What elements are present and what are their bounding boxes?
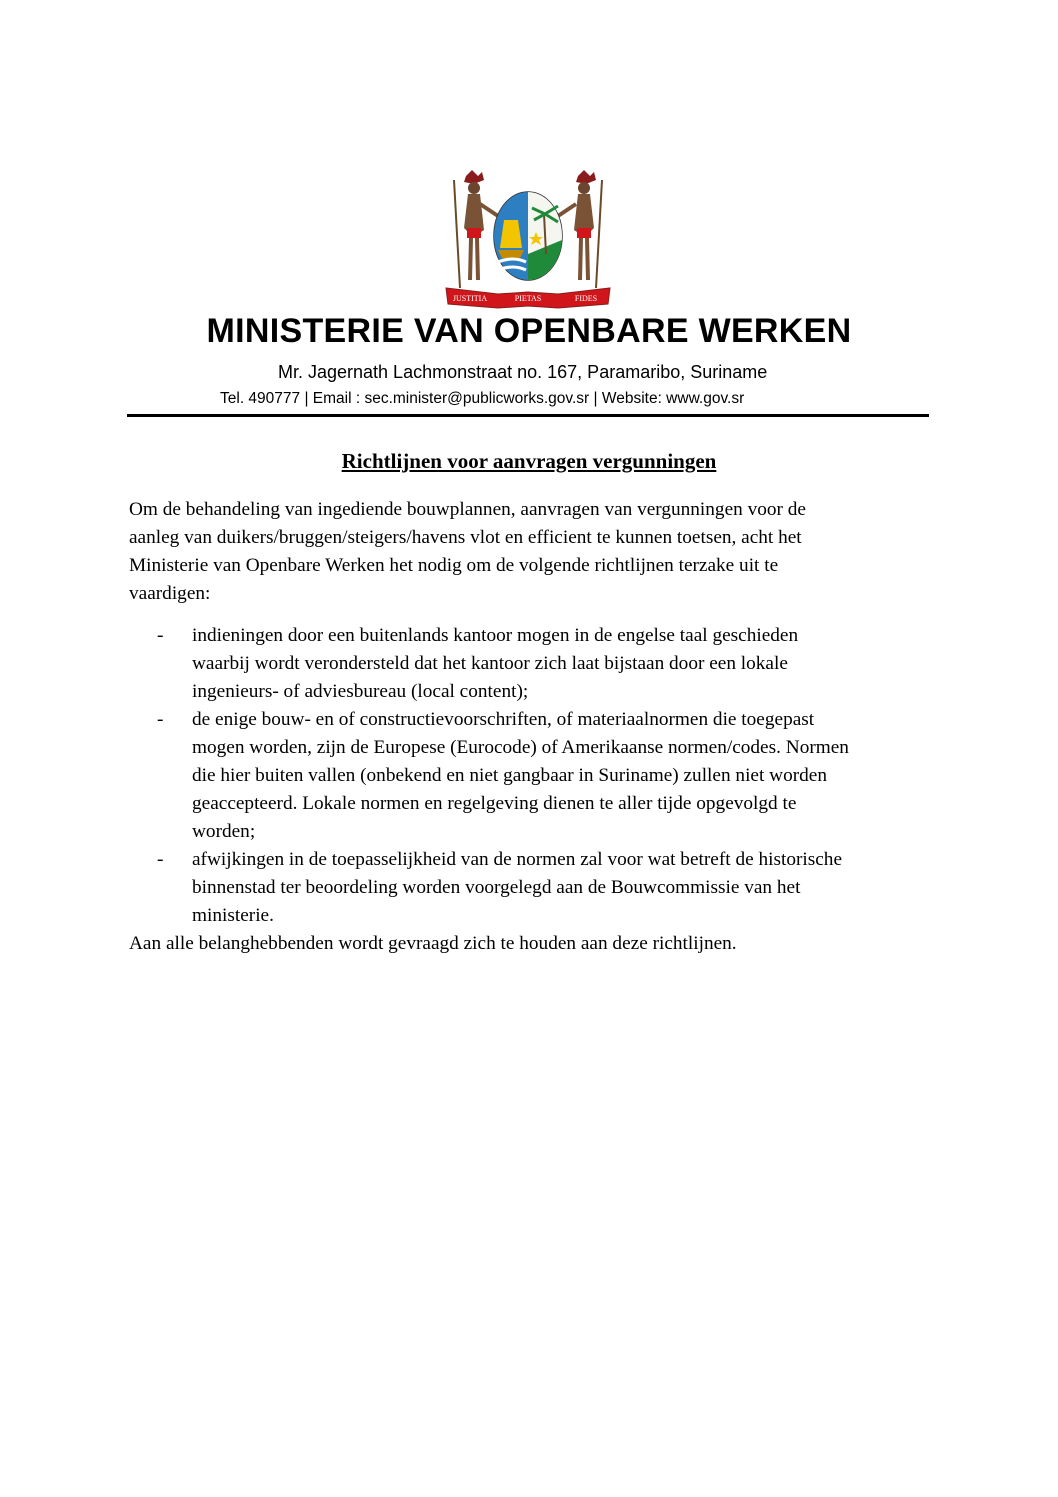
guideline-line: indieningen door een buitenlands kantoor mogen in de engelse taal geschieden [192, 625, 799, 646]
intro-paragraph [129, 496, 929, 608]
bullet-dash: - [157, 625, 164, 646]
guideline-item [129, 706, 929, 846]
ministry-title: MINISTERIE VAN OPENBARE WERKEN [206, 312, 852, 350]
guideline-list [129, 622, 929, 930]
guideline-line: waarbij wordt verondersteld dat het kantoor zich laat bijstaan door een lokale [192, 653, 788, 674]
right-supporter-figure [558, 170, 602, 288]
motto-fides: FIDES [574, 294, 598, 303]
motto-pietas: PIETAS [514, 294, 542, 303]
bullet-dash: - [157, 709, 164, 730]
coat-of-arms-emblem [438, 170, 618, 310]
closing-sentence: Aan alle belanghebbenden wordt gevraagd zich te houden aan deze richtlijnen. [129, 933, 737, 954]
guideline-item [129, 622, 929, 706]
ministry-contact-line: Tel. 490777 | Email : sec.minister@publicworks.gov.sr | Website: www.gov.sr [220, 390, 745, 407]
guideline-line: ingenieurs- of adviesbureau (local content); [192, 681, 529, 702]
guideline-line: die hier buiten vallen (onbekend en niet gangbaar in Suriname) zullen niet worden [192, 765, 827, 786]
intro-line: vaardigen: [129, 583, 211, 604]
guideline-line: de enige bouw- en of constructievoorschriften, of materiaalnormen die toegepast [192, 709, 815, 730]
guideline-line: ministerie. [192, 905, 274, 926]
guideline-line: binnenstad ter beoordeling worden voorgelegd aan de Bouwcommissie van het [192, 877, 801, 898]
guideline-item [129, 846, 929, 930]
shield [494, 192, 562, 280]
motto-justitia: JUSTITIA [452, 294, 488, 303]
bullet-dash: - [157, 849, 164, 870]
left-supporter-figure [454, 170, 498, 288]
header-divider [127, 414, 929, 417]
document-body [129, 496, 929, 958]
intro-line: Om de behandeling van ingediende bouwplannen, aanvragen van vergunningen voor de [129, 499, 806, 520]
guideline-line: mogen worden, zijn de Europese (Eurocode) of Amerikaanse normen/codes. Normen [192, 737, 849, 758]
motto-ribbon [446, 288, 610, 308]
guideline-line: afwijkingen in de toepasselijkheid van de normen zal voor wat betreft de historische [192, 849, 842, 870]
intro-line: aanleg van duikers/bruggen/steigers/havens vlot en efficient te kunnen toetsen, acht het [129, 527, 802, 548]
guideline-line: geaccepteerd. Lokale normen en regelgeving dienen te aller tijde opgevolgd te [192, 793, 797, 814]
intro-line: Ministerie van Openbare Werken het nodig om de volgende richtlijnen terzake uit te [129, 555, 779, 576]
guideline-line: worden; [192, 821, 256, 842]
document-heading: Richtlijnen voor aanvragen vergunningen [341, 449, 717, 473]
ministry-address: Mr. Jagernath Lachmonstraat no. 167, Paramaribo, Suriname [278, 362, 768, 382]
